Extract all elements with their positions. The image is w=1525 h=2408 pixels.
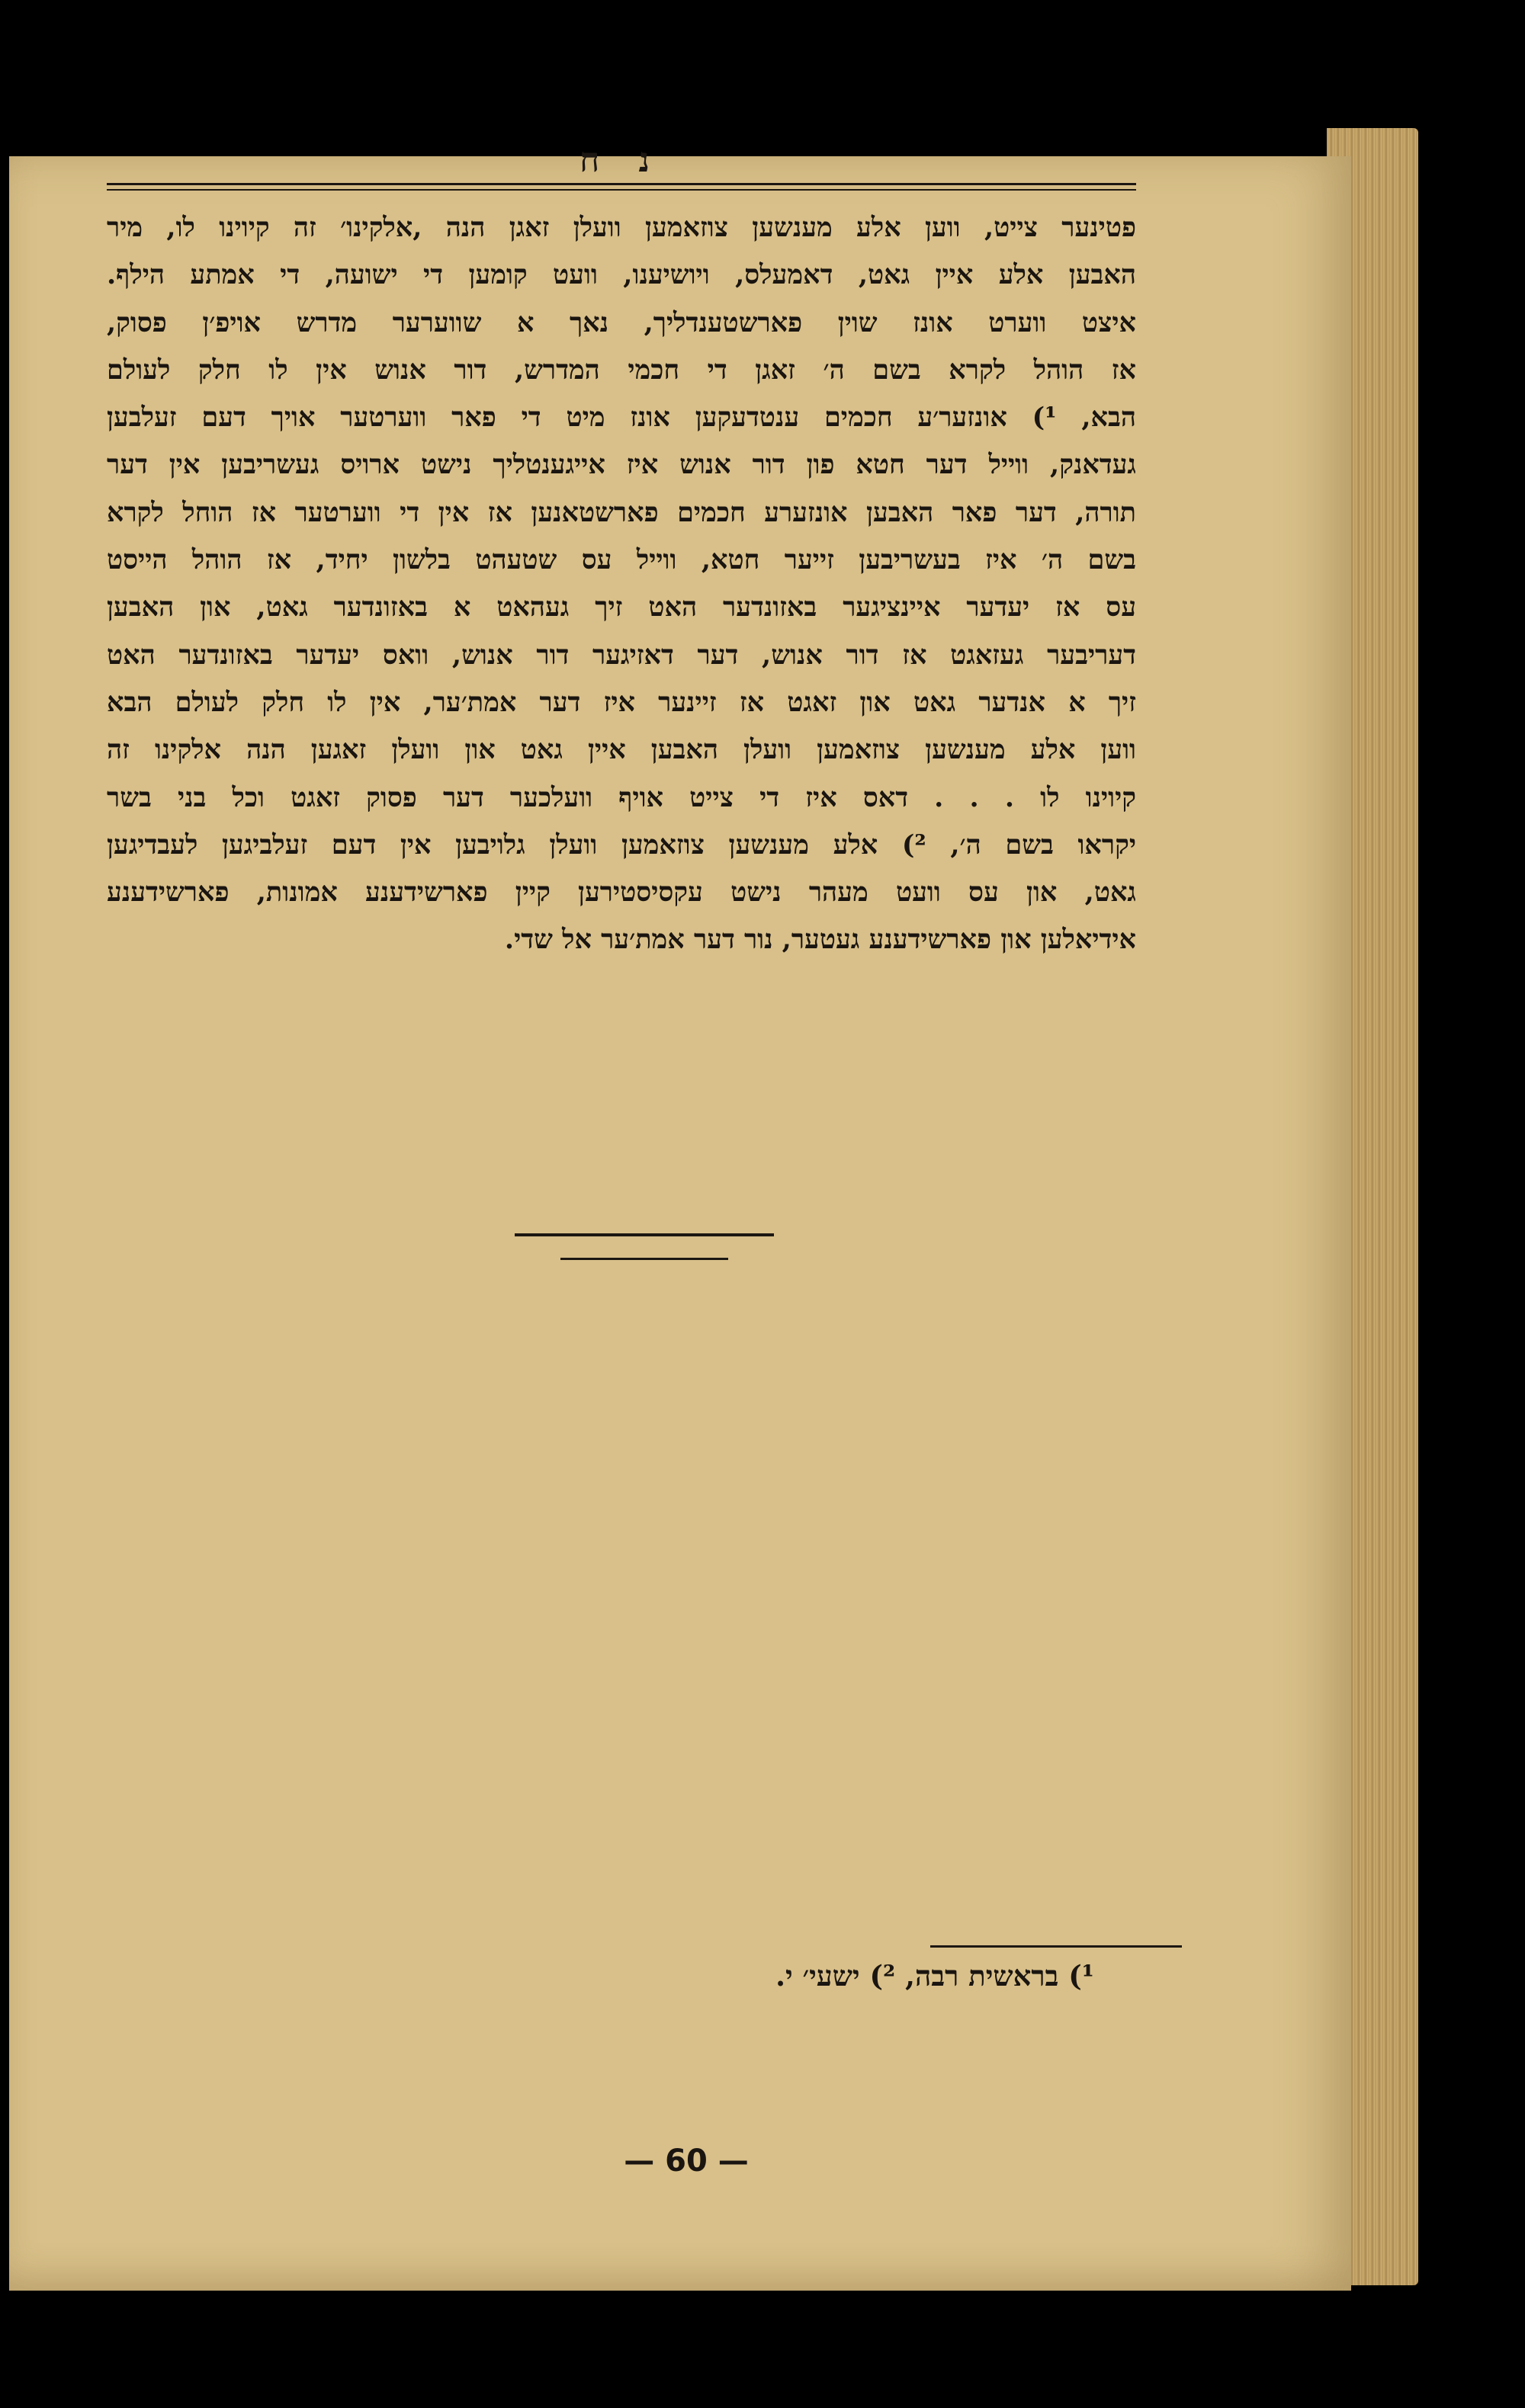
text-line: האבען אלע איין גאט, דאמעלס, ויושיענו, וועט קומען די ישועה, די אמתע הילף.: [107, 259, 1136, 291]
text-line: עס אז יעדער איינציגער באזונדער האט זיך געהאט א באזונדער גאט, און האבען: [107, 592, 1136, 624]
section-separator-short: [560, 1258, 728, 1260]
header-rule-second: [107, 189, 1136, 191]
text-line: פטינער צייט, ווען אלע מענשען צוזאמען וועלן זאגן הנה ,אלקינו׳ זה קיוינו לו, מיר: [107, 212, 1136, 243]
page-number: — 60 —: [624, 2143, 749, 2179]
text-line: יקראו בשם ה׳, ²) אלע מענשען צוזאמען וועלן גלויבען אין דעם זעלביגען לעבדיגען: [107, 829, 1136, 861]
text-line: בשם ה׳ איז בעשריבען זייער חטא, ווייל עס שטעהט בלשון יחיד, אז הוהל הייסט: [107, 544, 1136, 576]
text-line: הבא, ¹) אונזער׳ע חכמים ענטדעקען אונז מיט די פאר ווערטער אויך דעם זעלבען: [107, 402, 1136, 434]
text-line: געדאנק, ווייל דער חטא פון דור אנוש איז אייגענטליך נישט ארויס געשריבען אין דער: [107, 449, 1136, 481]
body-text: [107, 204, 1136, 964]
text-line: זיך א אנדער גאט און זאגט אז זיינער איז דער אמת׳ער, אין לו חלק לעולם הבא: [107, 686, 1136, 718]
text-line: ווען אלע מענשען צוזאמען וועלן האבען איין גאט און וועלן זאגען הנה אלקינו זה: [107, 734, 1136, 766]
text-line: תורה, דער פאר האבען אונזערע חכמים פארשטאנען אז אין די ווערטער אז הוחל לקרא: [107, 496, 1136, 528]
footnotes: ¹) בראשית רבה, ²) ישעי׳ י.: [775, 1959, 1094, 1993]
text-line: קיוינו לו . . . דאס איז די צייט אויף וועלכער דער פסוק זאגט וכל בני בשר: [107, 781, 1136, 813]
footnote-rule: [930, 1945, 1182, 1948]
text-line: אידיאלען און פארשידענע געטער, נור דער אמת׳ער אל שדי.: [504, 924, 1136, 956]
header-rule: [107, 183, 1136, 185]
text-line: דעריבער געזאגט אז דור אנוש, דער דאזיגער דור אנוש, וואס יעדער באזונדער האט: [107, 639, 1136, 671]
section-separator: [515, 1233, 774, 1236]
text-line: אז הוהל לקרא בשם ה׳ זאגן די חכמי המדרש, דור אנוש אין לו חלק לעולם: [107, 354, 1136, 386]
page-header: נ ח: [580, 141, 663, 180]
text-line: איצט ווערט אונז שוין פארשטענדליך, נאך א שווערער מדרש אויפ׳ן פסוק,: [107, 306, 1136, 338]
text-line: גאט, און עס וועט מעהר נישט עקסיסטירען קיין פארשידענע אמונות, פארשידענע: [107, 877, 1136, 909]
